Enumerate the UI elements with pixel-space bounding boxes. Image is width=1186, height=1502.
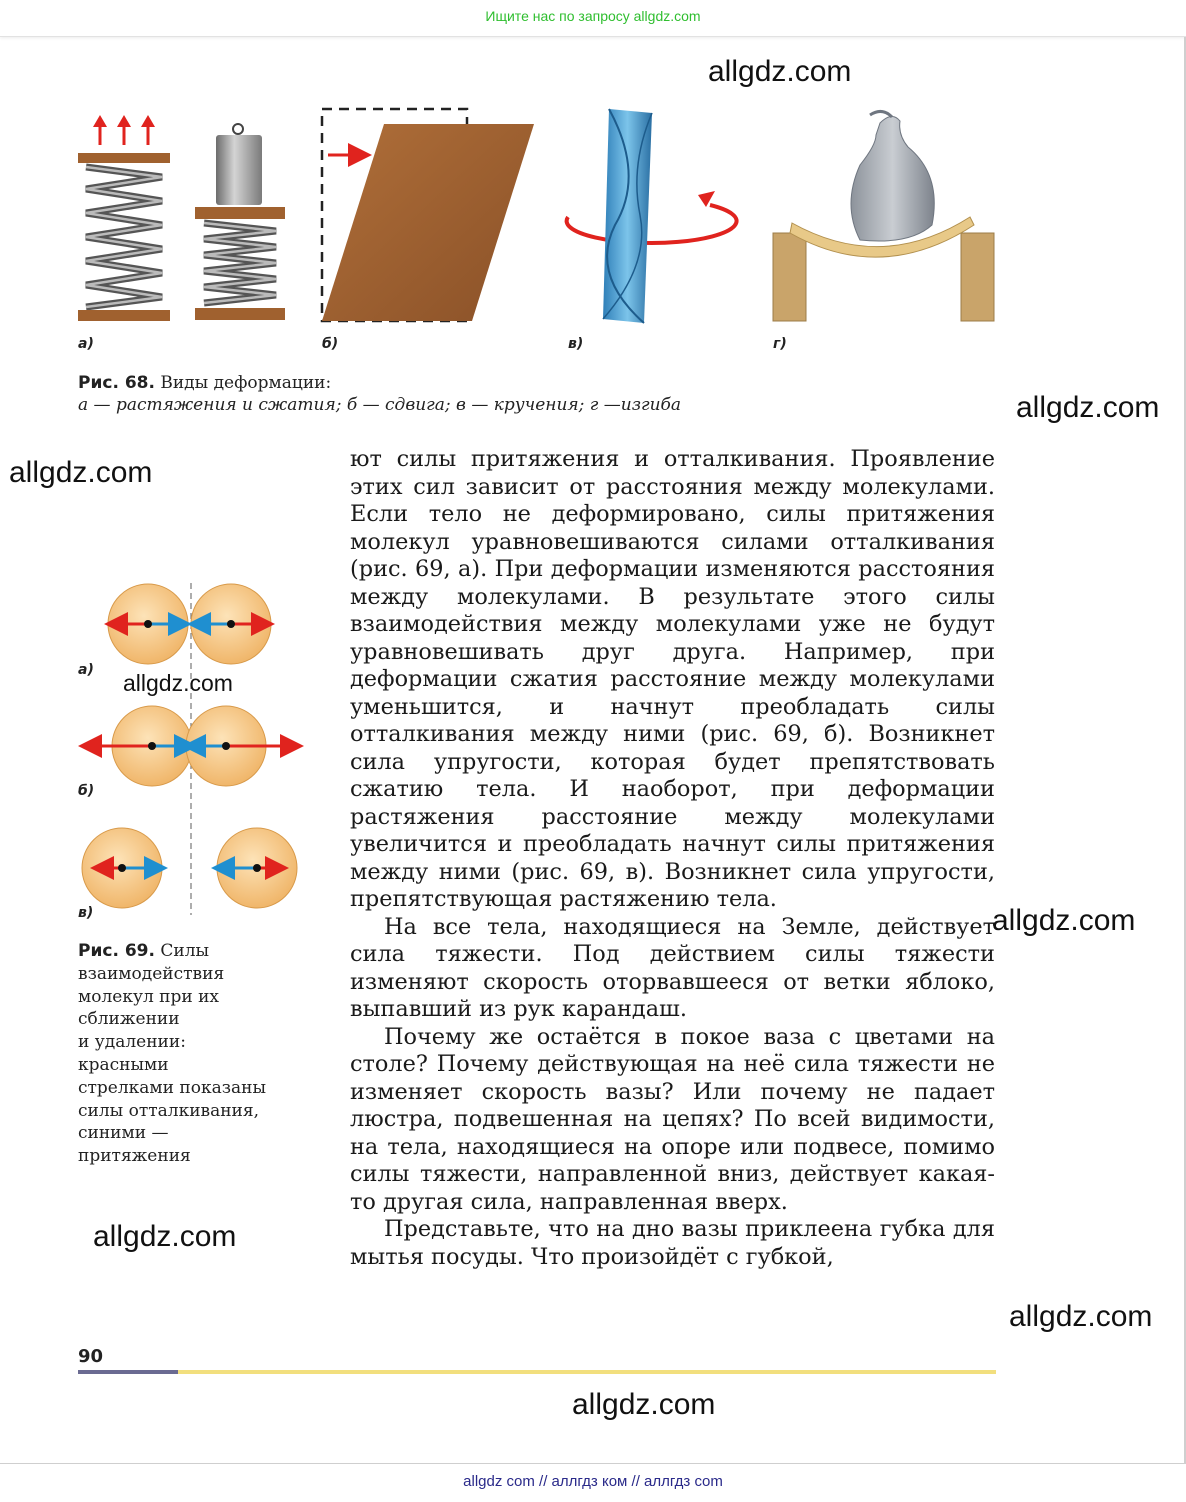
paragraph-3: Почему же остаётся в покое ваза с цветами на столе? Почему действующая на неё сила тяжести не изменяет скорость вазы? Или почему не падает люстра, подвешенная на цепях? По всей видимости, на тела, находящиеся на опоре или подвесе, помимо силы тяжести, направленной вниз, действует какая-то другая сила, направленная вверх. [350, 1023, 995, 1215]
fig69-caption-line: притяжения [78, 1146, 191, 1167]
twisted-bar-drawing [567, 109, 737, 323]
fig68-caption-line2: а — растяжения и сжатия; б — сдвига; в — кручения; г —изгиба [78, 395, 682, 415]
footer-line [78, 1370, 996, 1374]
fig69-caption-line: молекул при их [78, 986, 220, 1007]
top-banner [0, 0, 1186, 37]
compressed-spring-drawing [195, 124, 285, 320]
fig69-caption [78, 940, 318, 1168]
watermark: allgdz.com [123, 670, 233, 696]
fig69-caption-line: и удалении: [78, 1032, 186, 1053]
fig68-label-g: г) [773, 336, 787, 352]
banner-text: Ищите нас по запросу allgdz.com [485, 8, 701, 24]
watermark: allgdz.com [9, 456, 153, 489]
fig68-label-a: а) [78, 336, 94, 352]
bottom-links: allgdz com // аллгдз ком // аллгдз com [463, 1473, 723, 1490]
watermark: allgdz.com [1009, 1300, 1153, 1333]
page-number: 90 [78, 1346, 104, 1367]
stretched-spring-drawing [78, 115, 170, 321]
fig69-caption-title: Рис. 69. [78, 941, 155, 961]
paragraph-2: На все тела, находящиеся на Земле, действует сила тяжести. Под действием силы тяжести изменяют скорость оторвавшееся от ветки яблоко, выпавший из рук карандаш. [350, 913, 995, 1022]
fig68-caption-title: Рис. 68. [78, 373, 155, 393]
figure-69-molecules [70, 575, 310, 925]
main-text [350, 446, 995, 1271]
fig68-label-v: в) [568, 336, 584, 352]
fig69-caption-line: взаимодействия [78, 963, 225, 984]
bent-plank-drawing [773, 111, 994, 321]
fig69-caption-line: Силы [160, 941, 210, 961]
fig69-caption-line: красными [78, 1054, 169, 1075]
watermark: allgdz.com [93, 1220, 237, 1253]
paragraph-1: ют силы притяжения и отталкивания. Проявление этих сил зависит от расстояния между молекулами. Если тело не деформировано, силы притяжения молекул уравновешиваются силами отталкивания (рис. 69, а). При деформации изменяются расстояния между молекулами. В результате этого силы взаимодействия между молекулами уже не будут уравновешивать друг друга. Например, при деформации сжатия расстояние между молекулами уменьшится, и начнут преобладать силы отталкивания между ними (рис. 69, б). Возникнет сила упругости, которая будет препятствовать сжатию тела. И наоборот, при деформации растяжения расстояние между молекулами увеличится и преобладать начнут силы притяжения между ними (рис. 69, в). Возникнет сила упругости, препятствующая растяжению тела. [350, 446, 995, 912]
shear-block-drawing [322, 109, 534, 321]
fig69-caption-line: силы отталкивания, [78, 1100, 260, 1121]
fig69-label-v: в) [78, 905, 94, 921]
molecules-equilibrium [108, 584, 271, 664]
figure-68-deformations [70, 95, 1010, 360]
fig68-caption-text: Виды деформации: [160, 373, 332, 393]
paragraph-4: Представьте, что на дно вазы приклеена губка для мытья посуды. Что произойдёт с губкой, [350, 1216, 995, 1270]
watermark: allgdz.com [708, 55, 852, 88]
fig69-label-b: б) [78, 783, 95, 799]
molecules-stretched [82, 828, 297, 908]
watermark: allgdz.com [1016, 391, 1160, 424]
watermark: allgdz.com [992, 904, 1136, 937]
fig68-caption [78, 372, 798, 416]
fig69-label-a: а) [78, 662, 94, 678]
fig69-caption-line: сближении [78, 1009, 180, 1030]
fig68-label-b: б) [322, 336, 339, 352]
fig69-caption-line: стрелками показаны [78, 1077, 266, 1098]
watermark: allgdz.com [572, 1388, 716, 1421]
fig69-caption-line: синими — [78, 1123, 169, 1144]
